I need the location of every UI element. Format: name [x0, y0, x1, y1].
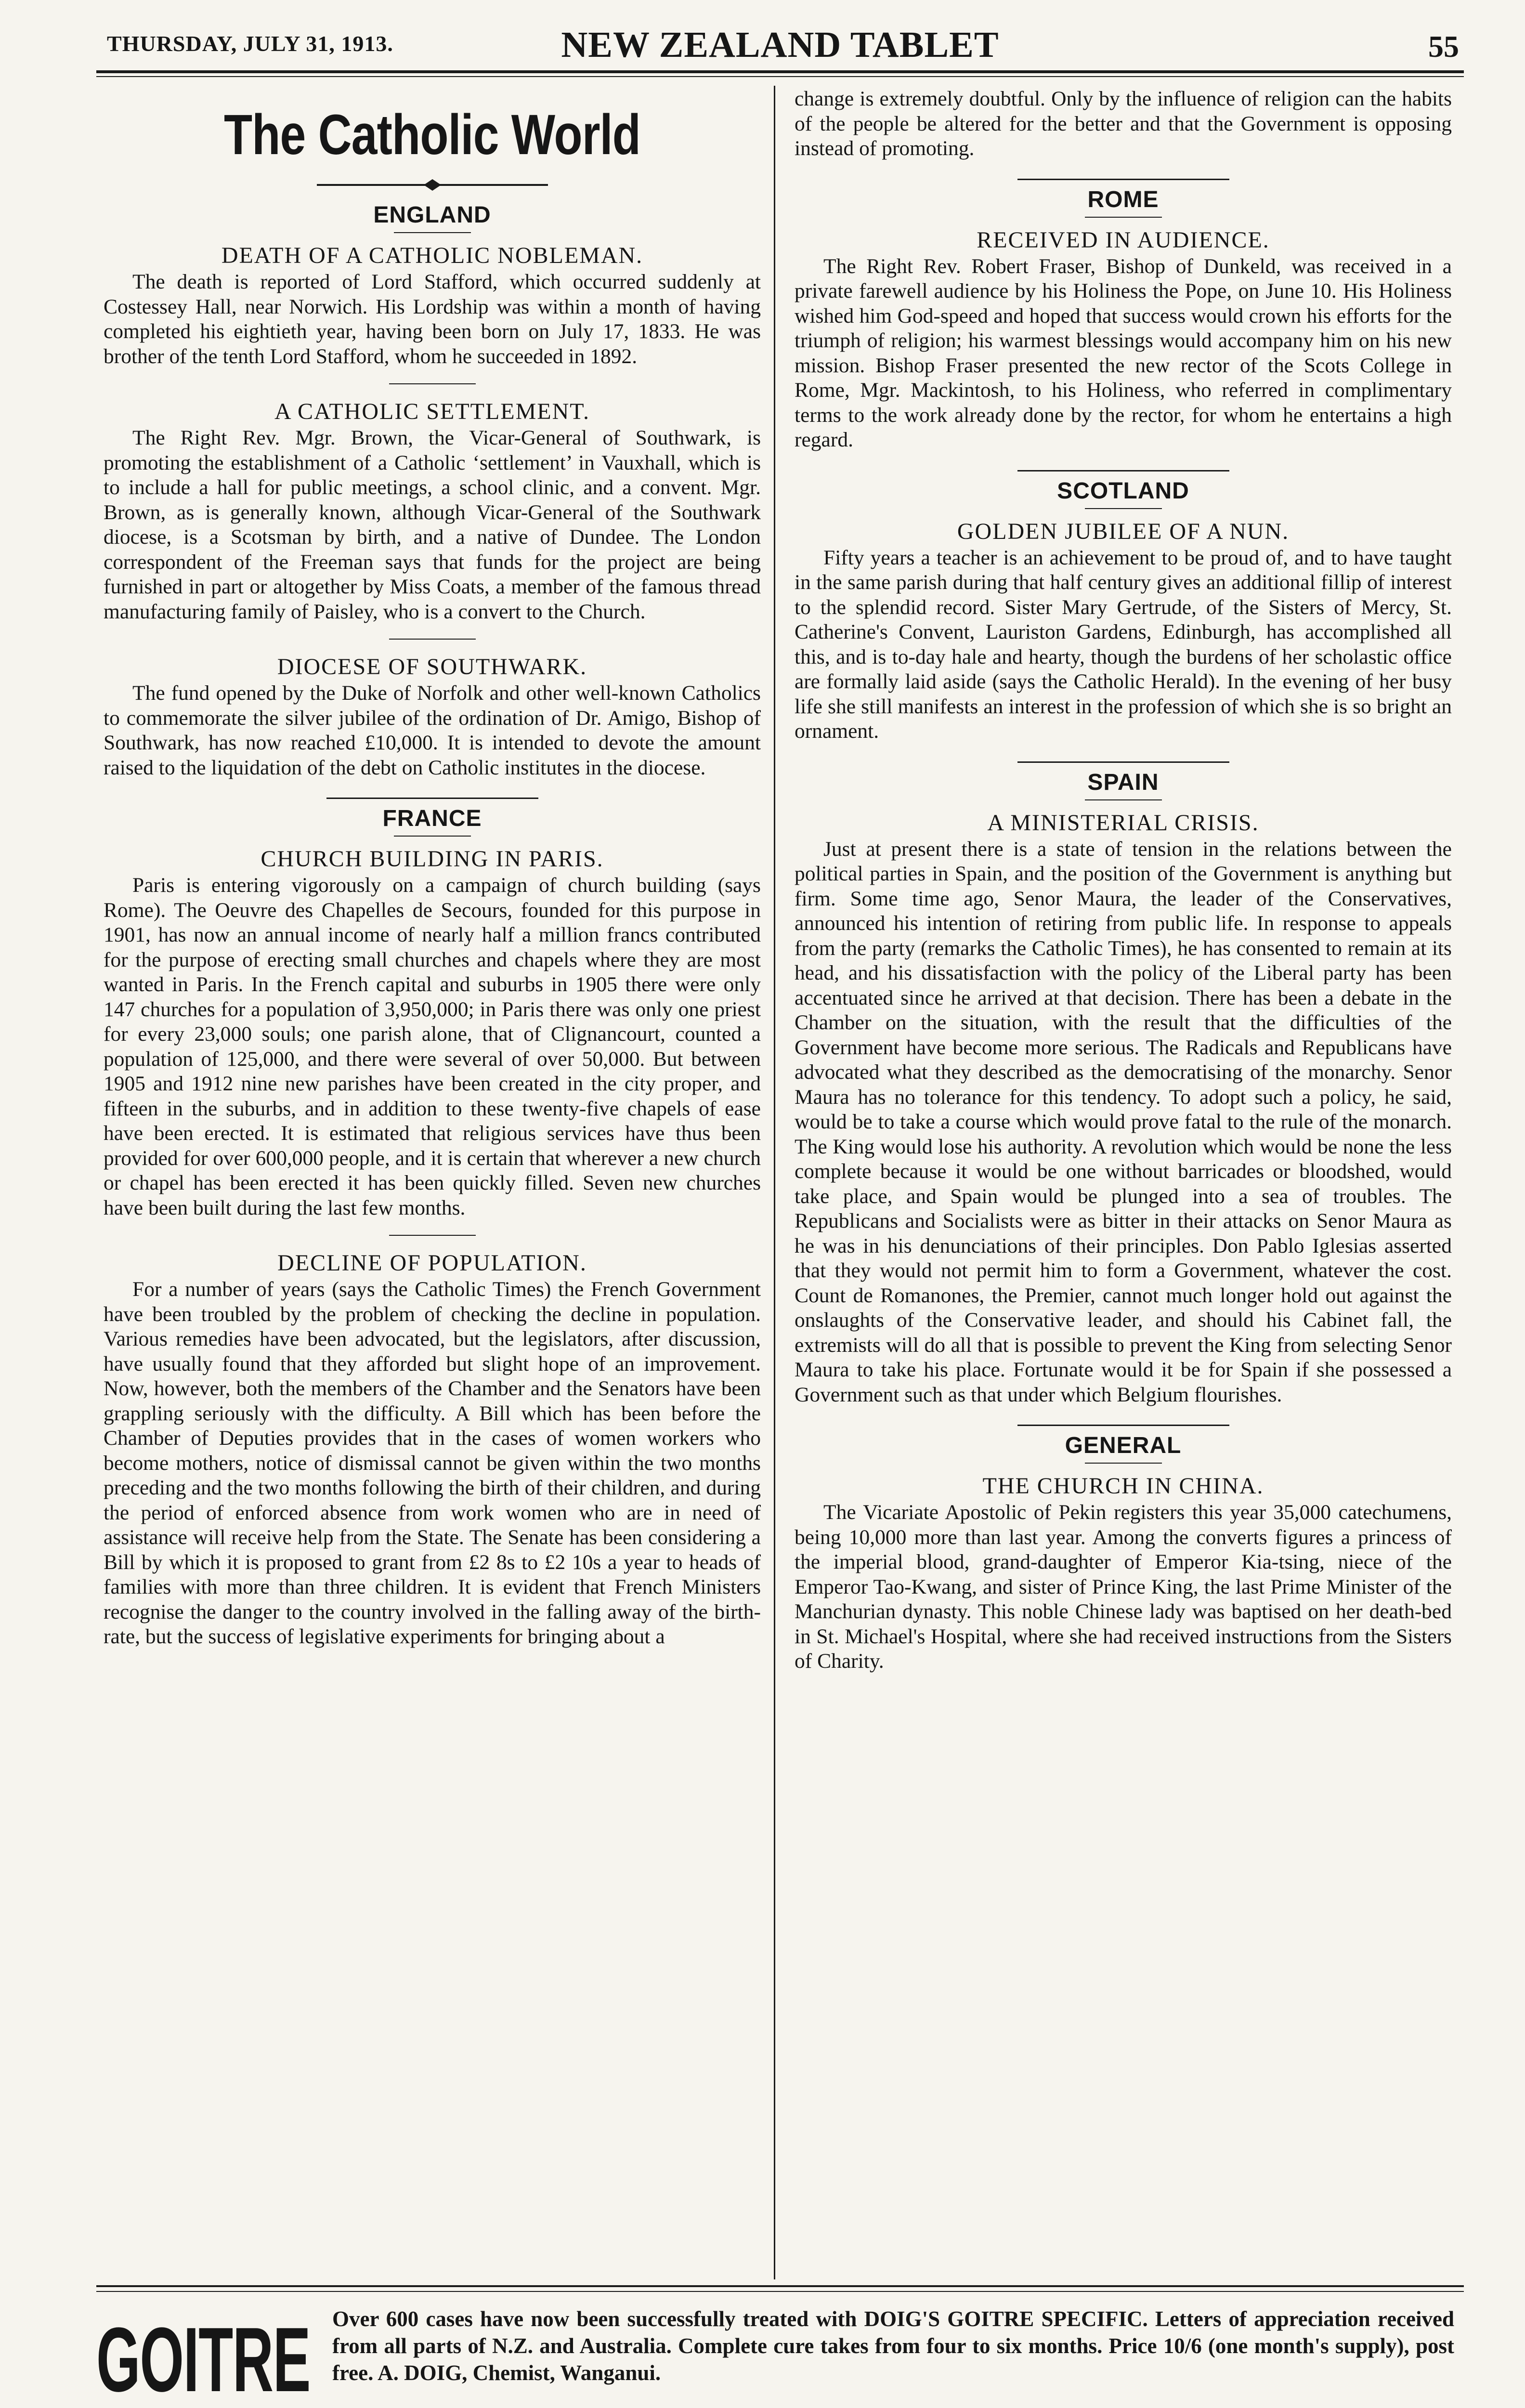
section-masthead: The Catholic World: [223, 103, 641, 167]
article-headline: DECLINE OF POPULATION.: [277, 1250, 587, 1276]
article-divider: [389, 639, 476, 640]
header-title: NEW ZEALAND TABLET: [561, 25, 999, 65]
article-headline: GOLDEN JUBILEE OF A NUN.: [957, 518, 1290, 544]
header-rule: [96, 70, 1464, 73]
article-headline: RECEIVED IN AUDIENCE.: [977, 227, 1270, 253]
column-divider: [774, 86, 775, 2279]
section-title-general: GENERAL: [1065, 1433, 1182, 1458]
section-underline: [394, 836, 471, 837]
article-body: For a number of years (says the Catholic Times) the French Government have been troubled by the problem of checking the decline in population. Various remedies have been advocated, but the legislators, after discussion, have usually found that they afforded but slight hope of an improvement. Now, however, both the members of the Chamber and the Senators have been grappling seriously with the difficulty. A Bill which has been before the Chamber of Deputies provides that in the cases of women workers who become mothers, notice of dismissal cannot be given within the two months preceding and the two months following the birth of their children, and during the period of enforced absence from work women who are in need of assistance will receive help from the State. The Senate has been considering a Bill by which it is proposed to grant from £2 8s to £2 10s a year to heads of families with more than three children. It is evident that French Ministers recognise the danger to the country involved in the falling away of the birth-rate, but the success of legislative experiments for bringing about a: [104, 1278, 761, 1648]
advert-rule-thin: [96, 2291, 1464, 2292]
section-underline: [394, 232, 471, 233]
section-top-rule: [1017, 470, 1229, 471]
article-divider: [389, 383, 476, 384]
advert-headline: GOITRE: [96, 2309, 311, 2408]
article-headline: DIOCESE OF SOUTHWARK.: [277, 654, 587, 680]
header-page-number: 55: [1428, 29, 1459, 64]
article-headline: A CATHOLIC SETTLEMENT.: [274, 399, 590, 424]
page-header: [96, 24, 1464, 72]
section-title-rome: ROME: [1087, 186, 1159, 212]
advert-rule: [96, 2285, 1464, 2287]
section-underline: [1085, 1463, 1162, 1464]
header-date: THURSDAY, JULY 31, 1913.: [107, 31, 393, 56]
section-top-rule: [1017, 761, 1229, 763]
article-headline: THE CHURCH IN CHINA.: [982, 1473, 1264, 1499]
article-body: Paris is entering vigorously on a campaign of church building (says Rome). The Oeuvre des Chapelles de Secours, founded for this purpose in 1901, has now an annual income of nearly half a million francs contributed for the purpose of erecting small churches and chapels where they are most wanted in Paris. In the French capital and suburbs in 1905 there were only 147 churches for a population of 3,950,000; in Paris there was only one priest for every 23,000 souls; one parish alone, that of Clignancourt, counted a population of 125,000, and there were several of over 50,000. But between 1905 and 1912 nine new parishes have been created in the city proper, and fifteen in the suburbs, and in addition to these twenty-five chapels of ease have been erected. It is estimated that religious services have thus been provided for over 600,000 people, and it is certain that wherever a new church or chapel has been erected it has been quickly filled. Seven new churches have been built during the last few months.: [104, 874, 761, 1219]
article-headline: DEATH OF A CATHOLIC NOBLEMAN.: [221, 243, 643, 268]
article-body: The Vicariate Apostolic of Pekin registers this year 35,000 catechumens, being 10,000 more than last year. Among the converts figures a princess of the imperial blood, grand-daughter of Emperor Kia-tsing, niece of the Emperor Tao-Kwang, and sister of Prince King, the last Prime Minister of the Manchurian dynasty. This noble Chinese lady was baptised on her death-bed in St. Michael's Hospital, where she had received instructions from the Sisters of Charity.: [795, 1501, 1452, 1673]
article-body: The fund opened by the Duke of Norfolk and other well-known Catholics to commemorate the silver jubilee of the ordination of Dr. Amigo, Bishop of Southwark, has now reached £10,000. It is intended to devote the amount raised to the liquidation of the debt on Catholic institutes in the diocese.: [104, 681, 761, 779]
right-column: [795, 87, 1452, 2278]
section-top-rule: [1017, 1425, 1229, 1426]
left-column: [104, 87, 761, 2256]
section-top-rule: [326, 798, 538, 799]
article-body: Fifty years a teacher is an achievement to be proud of, and to have taught in the same parish during that half century gives an additional fillip of interest to the splendid record. Sister Mary Gertrude, of the Sisters of Mercy, St. Catherine's Convent, Lauriston Gardens, Edinburgh, has accomplished all this, and is to-day hale and hearty, though the burdens of her scholastic office are formally laid aside (says the Catholic Herald). In the evening of her busy life she still manifests an interest in the profession of which she is so bright an ornament.: [795, 546, 1452, 743]
advert-text: Over 600 cases have now been successfully treated with DOIG'S GOITRE SPECIFIC. Letters of appreciation received from all parts of N.Z. and Australia. Complete cure takes from four to six months. Price 10/6 (one month's supply), post free. A. DOIG, Chemist, Wanganui.: [332, 2307, 1454, 2385]
article-body: Just at present there is a state of tension in the relations between the political parties in Spain, and the position of the Government is anything but firm. Some time ago, Senor Maura, the leader of the Conservatives, announced his intention of retiring from public life. In response to appeals from the party (remarks the Catholic Times), he has consented to remain at its head, and his dissatisfaction with the policy of the Liberal party has been accentuated since he arrived at that decision. There has been a debate in the Chamber on the situation, with the result that the difficulties of the Government have become more serious. The Radicals and Republicans have advocated what they described as the democratising of the monarchy. Senor Maura has no tolerance for this tendency. To adopt such a policy, he said, would be to take a course which would prove fatal to the rule of the monarch. The King would lose his authority. A revolution which would be none the less complete because it would be one without barricades or bloodshed, would take place, and Spain would be plunged into a sea of troubles. The Republicans and Socialists were as bitter in their attacks on Senor Maura as he was in his denunciations of their principles. Don Pablo Iglesias asserted that they would not permit him to form a Government, whatever the cost. Count de Romanones, the Premier, cannot much longer hold out against the onslaughts of the Conservative leader, and should his Cabinet fall, the extremists will do all that is possible to prevent the King from selecting Senor Maura to take his place. Fortunate would it be for Spain if she possessed a Government such as that under which Belgium flourishes.: [795, 837, 1452, 1406]
section-underline: [1085, 217, 1162, 218]
section-top-rule: [1017, 179, 1229, 180]
article-body: The Right Rev. Robert Fraser, Bishop of Dunkeld, was received in a private farewell audience by his Holiness the Pope, on June 10. His Holiness wished him God-speed and hoped that success would crown his efforts for the triumph of religion; his warmest blessings would accompany him on his new mission. Bishop Fraser presented the new rector of the Scots College in Rome, Mgr. Mackintosh, to his Holiness, who referred in complimentary terms to the work already done by the rector, for whom he entertains a high regard.: [795, 254, 1452, 451]
article-headline: A MINISTERIAL CRISIS.: [987, 810, 1259, 836]
section-title-england: ENGLAND: [373, 202, 491, 228]
article-body: The Right Rev. Mgr. Brown, the Vicar-General of Southwark, is promoting the establishment of a Catholic ‘settlement’ in Vauxhall, which is to include a hall for public meetings, a school clinic, and a convent. Mgr. Brown, as is generally known, although Vicar-General of the Southwark diocese, is a Scotsman by birth, and a native of Dundee. The London correspondent of the Freeman says that funds for the project are being furnished in part or altogether by Miss Coats, a member of the famous thread manufacturing family of Paisley, who is a convert to the Church.: [104, 426, 761, 623]
masthead-ornament: [104, 173, 761, 193]
article-body: The death is reported of Lord Stafford, which occurred suddenly at Costessey Hall, near Norwich. His Lordship was within a month of having completed his eightieth year, having been born on July 17, 1833. He was brother of the tenth Lord Stafford, whom he succeeded in 1892.: [104, 270, 761, 368]
section-title-spain: SPAIN: [1087, 769, 1159, 795]
goitre-advertisement: [96, 2300, 1464, 2408]
article-headline: CHURCH BUILDING IN PARIS.: [261, 846, 604, 872]
diamond-rule-icon: [288, 178, 577, 192]
header-rule-thin: [96, 76, 1464, 77]
section-underline: [1085, 799, 1162, 800]
section-title-scotland: SCOTLAND: [1057, 478, 1189, 504]
section-underline: [1085, 508, 1162, 509]
continued-text: change is extremely doubtful. Only by the influence of religion can the habits of the people be altered for the better and that the Government is opposing instead of promoting.: [795, 87, 1452, 160]
section-title-france: FRANCE: [382, 806, 482, 831]
article-divider: [389, 1235, 476, 1236]
